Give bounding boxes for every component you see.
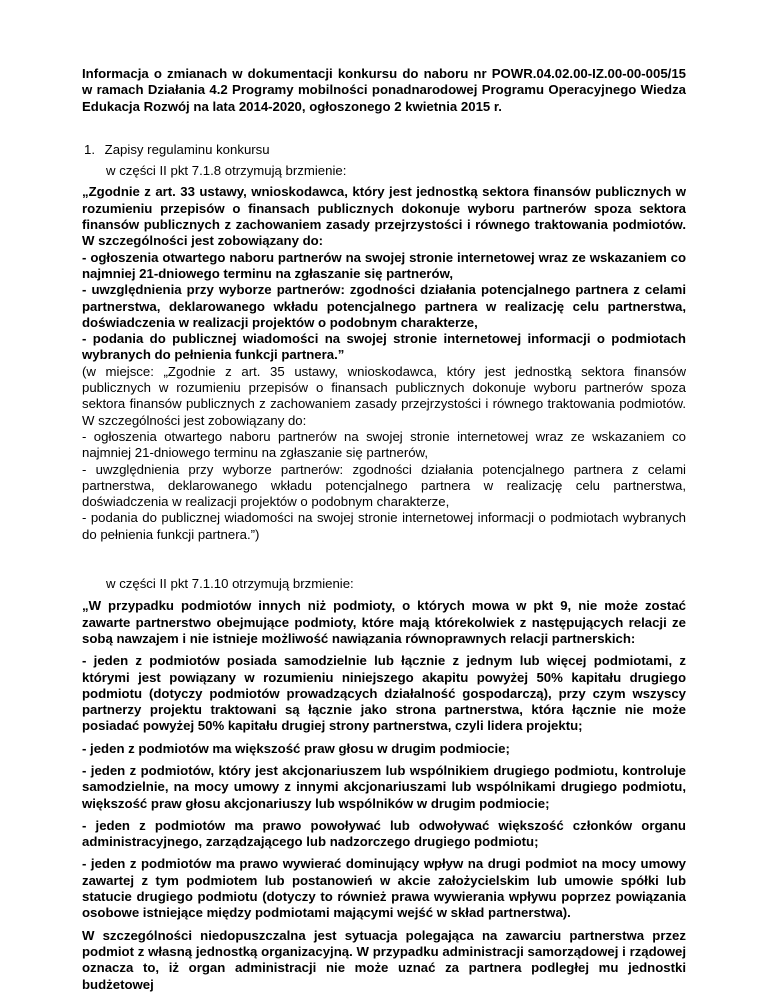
- old-text-point: - uwzględnienia przy wyborze partnerów: zgodności działania potencjalnego partnera z celami partnerstwa, deklarowanego wkładu potencjalnego partnera w realizację celu partnerstwa, doświadczenia w realizacji projektów o podobnym charakterze,: [82, 461, 686, 510]
- new-text-point: - uwzględnienia przy wyborze partnerów: zgodności działania potencjalnego partnera z celami partnerstwa, deklarowanego wkładu potencjalnego partnera w realizację celu partnerstwa, doświadczenia w realizacji projektów o podobnym charakterze,: [82, 282, 686, 330]
- section-2-point: - jeden z podmiotów ma prawo wywierać dominujący wpływ na drugi podmiot na mocy umowy zawartej z tym podmiotem lub postanowień w akcie założycielskim lub umowie spółki lub statucie drugiego podmiotu (dotyczy to również prawa wywierania wpływu poprzez powiązania osobowe istniejące między podmiotami mającymi wejść w skład partnerstwa).: [82, 856, 686, 921]
- section-1-title: Zapisy regulaminu konkursu: [104, 141, 270, 157]
- section-2-intro: w części II pkt 7.1.10 otrzymują brzmienie:: [106, 576, 354, 592]
- section-2-point: - jeden z podmiotów ma większość praw głosu w drugim podmiocie;: [82, 740, 510, 756]
- new-text-paragraph: „Zgodnie z art. 33 ustawy, wnioskodawca, który jest jednostką sektora finansów publicznych w rozumieniu przepisów o finansach publicznych dokonuje wyboru partnerów spoza sektora finansów publicznych z zachowaniem zasady przejrzystości i równego traktowania podmiotów. W szczególności jest zobowiązany do:: [82, 184, 686, 249]
- section-1-intro: w części II pkt 7.1.8 otrzymują brzmienie:: [106, 163, 347, 179]
- section-2-paragraph: „W przypadku podmiotów innych niż podmioty, o których mowa w pkt 9, nie może zostać zawarte partnerstwo obejmujące podmioty, które mają którekolwiek z następujących relacji ze sobą nawzajem i nie istnieje możliwość nawiązania równoprawnych relacji partnerskich:: [82, 598, 686, 646]
- section-1-heading: [82, 142, 686, 158]
- new-text-point: - podania do publicznej wiadomości na swojej stronie internetowej informacji o podmiotach wybranych do pełnienia funkcji partnera.”: [82, 331, 686, 363]
- section-2-point: - jeden z podmiotów, który jest akcjonariuszem lub wspólnikiem drugiego podmiotu, kontroluje samodzielnie, na mocy umowy z innymi akcjonariuszami lub wspólnikami drugiego podmiotu, większość praw głosu akcjonariuszy lub wspólników w drugim podmiocie;: [82, 762, 686, 811]
- document-page: [82, 66, 686, 993]
- new-text-point: - ogłoszenia otwartego naboru partnerów na swojej stronie internetowej wraz ze wskazaniem co najmniej 21-dniowego terminu na zgłaszanie się partnerów,: [82, 249, 686, 281]
- section-2-point: - jeden z podmiotów ma prawo powoływać lub odwoływać większość członków organu administracyjnego, zarządzającego lub nadzorczego drugiego podmiotu;: [82, 817, 686, 850]
- section-1-number: 1.: [84, 141, 95, 157]
- section-2-closing-paragraph: W szczególności niedopuszczalna jest sytuacja polegająca na zawarciu partnerstwa przez podmiot z własną jednostką organizacyjną. W przypadku administracji samorządowej i rządowej oznacza to, iż organ administracji nie może uznać za partnera podległej mu jednostki budżetowej: [82, 927, 686, 992]
- old-text-point: - ogłoszenia otwartego naboru partnerów na swojej stronie internetowej wraz ze wskazaniem co najmniej 21-dniowego terminu na zgłaszanie się partnerów,: [82, 428, 686, 461]
- old-text-point: - podania do publicznej wiadomości na swojej stronie internetowej informacji o podmiotach wybranych do pełnienia funkcji partnera.”): [82, 510, 686, 542]
- old-text-paragraph: (w miejsce: „Zgodnie z art. 35 ustawy, wnioskodawca, który jest jednostką sektora finansów publicznych w rozumieniu przepisów o finansach publicznych dokonuje wyboru partnerów spoza sektora finansów publicznych z zachowaniem zasady przejrzystości i równego traktowania podmiotów. W szczególności jest zobowiązany do:: [82, 363, 686, 428]
- section-2-point: - jeden z podmiotów posiada samodzielnie lub łącznie z jednym lub więcej podmiotami, z którymi jest powiązany w rozumieniu niniejszego akapitu powyżej 50% kapitału drugiego podmiotu (dotyczy podmiotów prowadzących działalność gospodarczą), przy czym wszyscy partnerzy projektu traktowani są łącznie jako strona partnerstwa, która łącznie nie może posiadać powyżej 50% kapitału drugiej strony partnerstwa, czyli lidera projektu;: [82, 653, 686, 734]
- document-title: Informacja o zmianach w dokumentacji konkursu do naboru nr POWR.04.02.00-IZ.00-00-005/15 w ramach Działania 4.2 Programy mobilności ponadnarodowej Programu Operacyjnego Wiedza Edukacja Rozwój na lata 2014-2020, ogłoszonego 2 kwietnia 2015 r.: [82, 66, 686, 114]
